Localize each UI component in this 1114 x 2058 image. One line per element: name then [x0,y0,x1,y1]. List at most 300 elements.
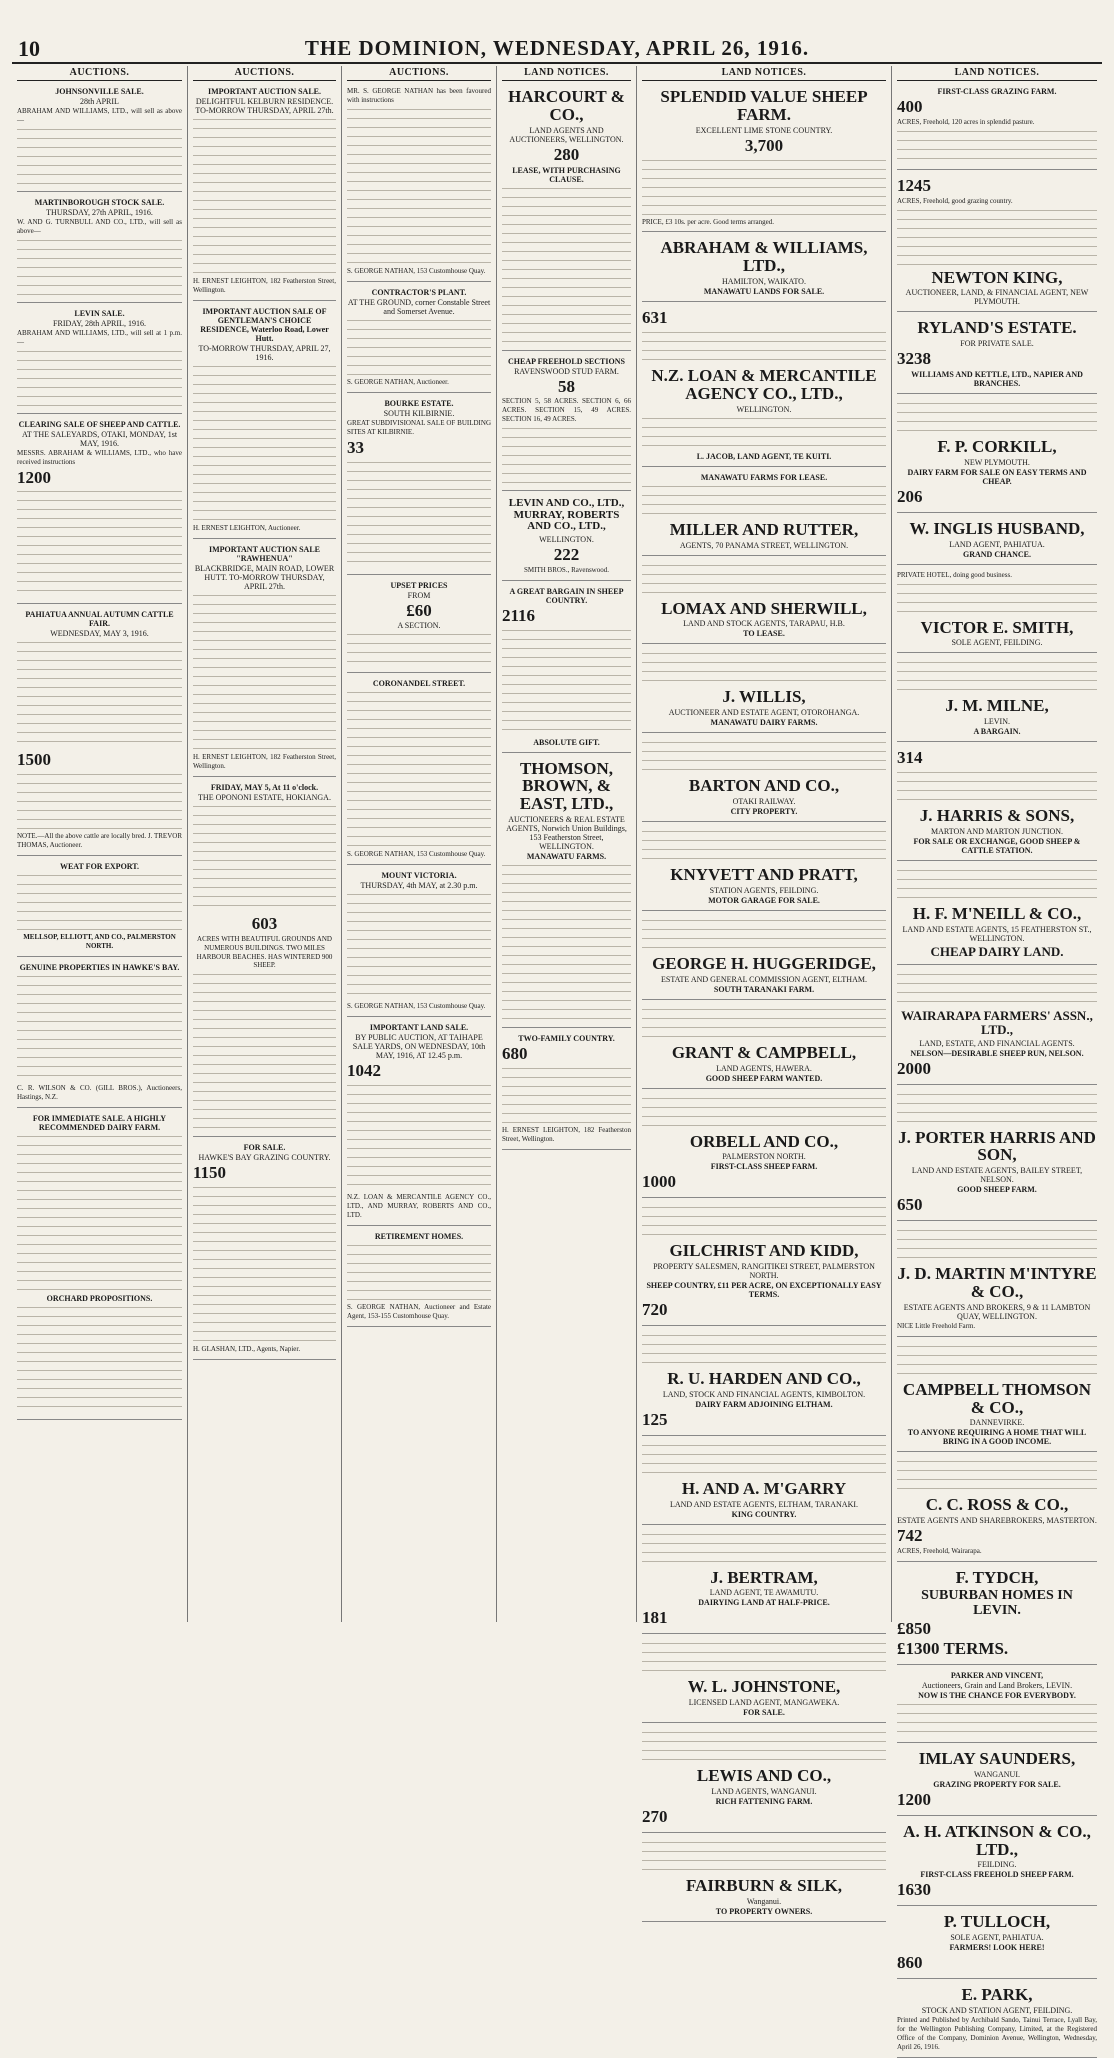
ad-text: ABRAHAM AND WILLIAMS, LTD., will sell as above— [17,107,182,124]
ad-heading: BOURKE ESTATE. [384,398,454,408]
ad-subtitle: 28th APRIL [80,97,119,106]
imprint: Printed and Published by Archibald Sando, Tainui Terrace, Lyall Bay, for the Wellington Publishing Company, Limited, at the Registered Office of the Company, Dominion Avenue, Wellington, Wednesday, April 26, 1916. [897,2015,1097,2051]
ad-subtitle: RAVENSWOOD STUD FARM. [514,366,619,376]
ad-subtitle: AGENTS, 70 PANAMA STREET, WELLINGTON. [679,540,849,550]
ad-subtitle: LICENSED LAND AGENT, MANGAWEKA. [688,1698,840,1708]
ad-harden [642,1329,886,1436]
ad-text: GRAZING PROPERTY FOR SALE. [933,1779,1061,1789]
ad-text: KING COUNTRY. [731,1509,797,1519]
ad-text: S. GEORGE NATHAN, Auctioneer. [347,377,449,386]
ad-heading: MOUNT VICTORIA. [381,871,457,881]
ad-body-lines [897,971,1097,1007]
ad-heading: PAHIATUA ANNUAL AUTUMN CATTLE FAIR. [25,610,174,629]
ad-body-lines [642,562,886,598]
ad-big-figure: 680 [502,1044,528,1064]
ad-lewis [642,1726,886,1833]
ad-heading: GENUINE PROPERTIES IN HAWKE'S BAY. [19,963,180,973]
ad-text: H. ERNEST LEIGHTON, 182 Featherston Street, Wellington. [193,277,336,294]
ad-text: A BARGAIN. [973,727,1021,737]
ad-text: CHEAP DAIRY LAND. [930,943,1064,959]
ad-big-figure: 400 [897,97,923,116]
ad-heading: GEORGE H. HUGGERIDGE, [652,953,876,973]
ad-big-figure: 3238 [897,349,931,369]
ad-body-lines [897,659,1097,695]
ad-subtitle: Auctioneers, Grain and Land Brokers, LEVIN. [921,1681,1073,1690]
ad-text: PRICE, £3 10s. per acre. Good terms arranged. [642,217,774,226]
ad-big-figure: 1630 [897,1880,931,1900]
ad-text: ACRES, Freehold, Wairarapa. [897,1547,982,1556]
ad-text: ACRES, Freehold, good grazing country. [897,196,1013,205]
ad-heading: R. U. HARDEN AND CO., [667,1368,861,1388]
ad-heading: H. AND A. M'GARRY [681,1478,847,1498]
ad-milne [897,656,1097,742]
ad-heading: H. F. M'NEILL & CO., [912,903,1082,923]
ad-fairburn-silk [642,1836,886,1922]
ad-subtitle: BY PUBLIC AUCTION, AT TAIHAPE SALE YARDS, ON WEDNESDAY, 10th MAY, 1916, AT 12.45 p.m. [352,1033,486,1061]
ad-contractors-plant [347,285,491,393]
ad-j-willis [642,647,886,733]
ad-text: NOW IS THE CHANCE FOR EVERYBODY. [918,1691,1076,1700]
ad-text: LEASE, WITH PURCHASING CLAUSE. [512,165,621,184]
ad-body-lines [897,769,1097,805]
ad-text: GOOD SHEEP FARM WANTED. [705,1073,823,1083]
ad-subtitle: STOCK AND STATION AGENT, FEILDING. [921,2005,1073,2015]
column-header: AUCTIONS. [347,66,491,81]
ad-big-figure: 1200 [17,467,51,487]
ad-heading: C. C. ROSS & CO., [925,1495,1069,1515]
ad-body-lines [17,126,182,186]
ad-wheat-export [17,859,182,957]
ad-body-lines [193,1184,336,1344]
column-header: LAND NOTICES. [897,66,1097,81]
ad-body-lines [17,1304,182,1414]
ad-text: DAIRY FARM FOR SALE ON EASY TERMS AND CHEAP. [907,467,1087,486]
ad-text: FIRST-CLASS SHEEP FARM. [710,1162,818,1172]
ad-tydch [897,1565,1097,1665]
ad-dairy-farm [17,1111,182,1420]
ad-heading: IMPORTANT AUCTION SALE. [208,87,321,96]
ad-text: C. R. WILSON & CO. (GILL BROS.), Auctioneers, Hastings, N.Z. [17,1084,182,1102]
ad-subtitle: DELIGHTFUL KELBURN RESIDENCE. TO-MORROW THURSDAY, APRIL 27th. [195,97,334,115]
ad-text: TO ANYONE REQUIRING A HOME THAT WILL BRING IN A GOOD INCOME. [907,1428,1087,1447]
ad-johnsonville-sale [17,84,182,192]
ad-text: H. ERNEST LEIGHTON, 182 Featherston Street, Wellington. [502,1125,631,1143]
ad-big-figure: 1500 [17,750,51,770]
ad-nz-loan [642,305,886,467]
ad-body-lines [897,128,1097,164]
ad-text: S. GEORGE NATHAN, 153 Customhouse Quay. [347,266,486,275]
ad-body-lines [642,1095,886,1131]
ad-heading: ORBELL AND CO., [689,1131,839,1151]
ad-text: £1300 TERMS. [897,1639,1009,1659]
ad-text: SOUTH TARANAKI FARM. [713,984,815,994]
ad-subtitle: BLACKBRIDGE, MAIN ROAD, LOWER HUTT. TO-MORROW THURSDAY, APRIL 27th. [194,563,335,591]
ad-levin-sale [17,306,182,414]
ad-heading: N.Z. LOAN & MERCANTILE AGENCY CO., LTD., [651,366,877,403]
ad-cheap-freehold-sections [502,354,631,492]
ad-subtitle: SOUTH KILBIRNIE. [383,408,455,418]
ad-subtitle: WEDNESDAY, MAY 3, 1916. [50,629,149,639]
ad-subtitle: AT THE GROUND, corner Constable Street and Somerset Avenue. [347,297,491,316]
ad-subtitle: TO-MORROW THURSDAY, APRIL 27, 1916. [198,343,331,362]
ad-heading: CONTRACTOR'S PLANT. [371,287,467,297]
ad-body-lines [897,1701,1097,1737]
ad-body-lines [347,1082,491,1192]
ad-text: NICE Little Freehold Farm. [897,1321,976,1330]
ad-body-lines [193,363,336,523]
ad-subtitle: Wanganui. [746,1896,782,1906]
ad-subtitle: WANGANUI. [974,1769,1020,1779]
ad-body-lines [642,329,886,365]
ad-heading: CLEARING SALE OF SHEEP AND CATTLE. [18,419,181,429]
column-header: AUCTIONS. [193,66,336,81]
ad-subtitle: THE OPONONI ESTATE, HOKIANGA. [198,792,331,802]
ad-text: A SECTION. [397,621,441,631]
ad-heading: SPLENDID VALUE SHEEP FARM. [660,87,868,124]
ad-big-figure: 33 [347,437,364,457]
ad-text: DAIRY FARM ADJOINING ELTHAM. [695,1399,833,1409]
ad-heading: J. BERTRAM, [710,1567,818,1587]
ad-text: H. ERNEST LEIGHTON, Auctioneer. [193,523,301,532]
ad-heading: CAMPBELL THOMSON & CO., [902,1379,1092,1417]
ad-body-lines [642,1442,886,1478]
ad-big-figure: 125 [642,1409,668,1429]
ad-body-lines [642,1640,886,1676]
ad-mneill [897,864,1097,965]
ad-body-lines [193,971,336,1131]
ad-knyvett-pratt [642,825,886,911]
ad-subtitle: LAND AGENTS, WANGANUI. [711,1786,817,1796]
ad-grant-campbell [642,1003,886,1089]
ad-text: MANAWATU LANDS FOR SALE. [703,287,825,297]
ad-heading: FIRST-CLASS GRAZING FARM. [937,87,1057,96]
ad-heading: F. TYDCH, [955,1568,1039,1588]
ad-text: FARMERS! LOOK HERE! [949,1943,1045,1953]
ad-body-lines [642,1729,886,1765]
ad-big-figure: 3,700 [744,135,784,155]
ad-body-lines [897,207,1097,267]
ad-body-lines [642,1839,886,1875]
ad-subtitle: LAND AGENTS AND AUCTIONEERS, WELLINGTON. [509,125,624,144]
ad-big-figure: 650 [897,1195,923,1215]
ad-body-lines [347,891,491,1001]
ad-text: CITY PROPERTY. [730,807,798,817]
ad-big-figure: 58 [558,376,575,396]
ad-subtitle: AUCTIONEER AND ESTATE AGENT, OTOROHANGA. [668,708,860,718]
ad-big-figure: 1200 [897,1789,931,1809]
ad-heading: J. PORTER HARRIS AND SON, [898,1127,1096,1165]
ad-johnstone [642,1637,886,1723]
ad-subtitle: PROPERTY SALESMEN, RANGITIKEI STREET, PALMERSTON NORTH. [653,1262,875,1281]
ad-body-lines [642,650,886,686]
ad-subtitle: MR. S. GEORGE NATHAN has been favoured with instructions [347,87,491,104]
ad-heading: IMPORTANT LAND SALE. [369,1023,469,1033]
ad-heading: LOMAX AND SHERWILL, [661,598,867,618]
ad-wairarapa-farmers [897,968,1097,1084]
ad-heading: J. D. MARTIN M'INTYRE & CO., [897,1264,1097,1301]
ad-coromandel-street [347,676,491,865]
ad-text: H. ERNEST LEIGHTON, 182 Featherston Street, Wellington. [193,752,336,770]
ad-heading: FRIDAY, MAY 5, At 11 o'clock. [210,782,319,792]
ad-heading: J. WILLIS, [722,687,806,707]
ad-body-lines [897,400,1097,436]
ad-subtitle: LAND, ESTATE, AND FINANCIAL AGENTS. [919,1038,1075,1048]
ad-heading: GRANT & CAMPBELL, [671,1042,857,1062]
ad-text: H. GLASHAN, LTD., Agents, Napier. [193,1345,301,1354]
ad-subtitle: SOLE AGENT, PAHIATUA. [950,1933,1044,1943]
ad-bertram [642,1528,886,1635]
ad-martinborough-stock-sale [17,195,182,303]
ad-subtitle: LAND AND ESTATE AGENTS, ELTHAM, TARANAKI. [669,1499,859,1509]
ad-imlay-saunders [897,1746,1097,1816]
ad-mount-victoria [347,868,491,1017]
ad-subtitle: STATION AGENTS, FEILDING. [709,885,819,895]
ad-body-lines [193,116,336,276]
ad-body-lines [17,872,182,932]
ad-heading: NEWTON KING, [931,267,1063,287]
ad-heading: GILCHRIST AND KIDD, [669,1241,859,1261]
ad-big-figure: £60 [406,600,432,620]
ad-text: TO PROPERTY OWNERS. [715,1906,813,1916]
ad-body-lines [642,1531,886,1567]
ad-text: FOR SALE. [743,1708,785,1718]
ad-text: ABRAHAM AND WILLIAMS, LTD., will sell at 1 p.m.— [17,328,182,346]
ad-subtitle: DANNEVIRKE. [969,1418,1025,1428]
column-land-notices-1 [497,66,637,1622]
ad-heading: RYLAND'S ESTATE. [917,318,1077,338]
ad-campbell-thomson [897,1340,1097,1453]
ad-grazing-farm [897,84,1097,170]
ad-heading: A GREAT BARGAIN IN SHEEP COUNTRY. [509,586,624,605]
ad-body-lines [193,592,336,752]
newspaper-title: THE DOMINION, WEDNESDAY, APRIL 26, 1916. [304,36,810,60]
ad-subtitle: LAND, STOCK AND FINANCIAL AGENTS, KIMBOLTON. [662,1389,866,1399]
ad-subtitle: WELLINGTON. [736,404,792,414]
ad-huggeridge [642,914,886,1000]
ad-heading: J. M. MILNE, [945,696,1049,716]
ad-heading: THOMSON, BROWN, & EAST, LTD., [519,758,614,814]
ad-subtitle: AUCTIONEER, LAND, & FINANCIAL AGENT, NEW PLYMOUTH. [905,288,1089,307]
ad-heading: CHEAP FREEHOLD SECTIONS [508,356,625,366]
ad-big-figure: 603 [251,913,278,933]
ad-body-lines [897,1458,1097,1494]
column-auctions-1 [12,66,188,1622]
ad-levin-murray-roberts [502,494,631,580]
ad-body-lines [642,483,886,519]
ad-victor-smith [897,568,1097,654]
ad-retirement-homes [347,1229,491,1327]
ad-subtitle: LAND AGENTS, HAWERA. [716,1063,812,1073]
ad-text: ORCHARD PROPOSITIONS. [46,1294,153,1304]
ad-subtitle: LAND AGENT, PAHIATUA. [949,539,1045,549]
ad-subtitle: HAMILTON, WAIKATO. [722,277,806,287]
column-header: AUCTIONS. [17,66,182,81]
ad-text: S. GEORGE NATHAN, 153 Customhouse Quay. [347,1002,486,1011]
ad-text: RICH FATTENING FARM. [715,1796,813,1806]
masthead [12,34,1102,64]
ad-big-figure: 222 [553,544,580,564]
ad-heading: J. HARRIS & SONS, [919,806,1075,826]
ad-big-figure: 1245 [897,175,931,195]
ad-heading: JOHNSONVILLE SALE. [55,87,144,96]
ad-text: NOTE.—All the above cattle are locally bred. J. TREVOR THOMAS, Auctioneer. [17,832,182,850]
ad-big-figure: 1042 [347,1061,381,1081]
ad-heading: LEVIN SALE. [74,308,125,318]
ad-body-lines [347,1242,491,1302]
ad-text: MOTOR GARAGE FOR SALE. [708,895,820,905]
ad-body-lines [17,639,182,749]
ad-text: S. GEORGE NATHAN, 153 Customhouse Quay. [347,850,486,859]
ad-orbell [642,1092,886,1199]
ad-heading: FAIRBURN & SILK, [685,1875,842,1895]
ad-subtitle: WELLINGTON. [539,534,594,544]
ad-big-figure: 742 [897,1526,923,1546]
ad-heading: W. INGLIS HUSBAND, [909,518,1085,538]
ad-big-figure: 1000 [642,1172,676,1192]
ad-heading: FOR SALE. [243,1143,286,1153]
ad-lower-hutt-residence [193,304,336,539]
ad-body-lines [17,237,182,297]
ad-body-lines [347,631,491,667]
ad-heading: MARTINBOROUGH STOCK SALE. [34,197,165,207]
ad-body-lines [17,348,182,408]
ad-heading: IMPORTANT AUCTION SALE OF GENTLEMAN'S CHOICE RESIDENCE, Waterloo Road, Lower Hutt. [200,306,329,343]
ad-subtitle: SUBURBAN HOMES IN LEVIN. [921,1587,1073,1618]
ad-subtitle: OTAKI RAILWAY. [732,797,796,807]
ad-e-park [897,1982,1097,2058]
ad-sheep-country-bargain [502,584,631,753]
ad-big-figure: 2000 [897,1058,931,1078]
ad-heading: A. H. ATKINSON & CO., LTD., [903,1821,1091,1859]
ad-subtitle: ESTATE AGENTS AND SHAREBROKERS, MASTERTON. [897,1516,1097,1526]
ad-body-lines [897,1227,1097,1263]
ad-text: ABSOLUTE GIFT. [533,737,600,747]
ad-heading: IMPORTANT AUCTION SALE "RAWHENUA" [209,544,320,563]
columns-container [12,66,1102,2051]
ad-barton [642,736,886,822]
ad-heading: WAIRARAPA FARMERS' ASSN., LTD., [901,1008,1093,1038]
ad-body-lines [642,1204,886,1240]
ad-heading: P. TULLOCH, [943,1912,1051,1932]
ad-upset-prices [347,578,491,674]
ad-nathan-properties [347,84,491,282]
ad-big-figure: 1150 [193,1163,227,1183]
ad-heading: F. P. CORKILL, [937,437,1057,457]
ad-text: DAIRYING LAND AT HALF-PRICE. [698,1598,830,1608]
ad-body-lines [502,425,631,485]
ad-text: FOR SALE OR EXCHANGE, GOOD SHEEP & CATTLE STATION. [913,836,1081,855]
ad-taihape-land-sale [347,1020,491,1226]
ad-heading: PARKER AND VINCENT, [950,1671,1044,1680]
ad-text: MELLSOP, ELLIOTT, AND CO., PALMERSTON NORTH. [23,933,176,951]
ad-big-figure: £850 [897,1619,931,1639]
ad-heading: HARCOURT & CO., [508,87,625,124]
ad-kelburn-residence [193,84,336,301]
ad-text: WILLIAMS AND KETTLE, LTD., NAPIER AND BRANCHES. [911,370,1083,389]
ad-mgarry [642,1439,886,1525]
ad-gilchrist-kidd [642,1201,886,1326]
ad-subtitle: NEW PLYMOUTH. [964,457,1030,467]
ad-body-lines [193,803,336,913]
column-land-notices-3 [892,66,1102,2051]
ad-text: MANAWATU FARMS FOR LEASE. [700,472,828,482]
ad-ross [897,1455,1097,1562]
ad-subtitle: AUCTIONEERS & REAL ESTATE AGENTS, Norwich Union Buildings, 153 Featherston Street, WELLINGTON. [506,815,627,852]
ad-body-lines [642,157,886,217]
ad-body-lines [502,862,631,1022]
ad-big-figure: 270 [642,1806,668,1826]
ad-text: W. AND G. TURNBULL AND CO., LTD., will sell as above— [17,217,182,235]
column-header: LAND NOTICES. [502,66,631,81]
ad-hawkes-bay-properties [17,960,182,1108]
ad-subtitle: ESTATE AGENTS AND BROKERS, 9 & 11 LAMBTON QUAY, WELLINGTON. [903,1302,1091,1321]
ad-otaki-clearing-sale [17,417,182,605]
ad-text: PRIVATE HOTEL, doing good business. [897,570,1012,579]
ad-body-lines [897,581,1097,617]
ad-text: MESSRS. ABRAHAM & WILLIAMS, LTD., who have received instructions [17,448,182,466]
ad-text: MANAWATU FARMS. [526,852,607,862]
page-number: 10 [18,36,40,61]
ad-two-family-country [502,1031,631,1150]
ad-heading: KNYVETT AND PRATT, [670,865,858,885]
ad-subtitle: LAND AGENT, TE AWAMUTU. [709,1588,819,1598]
ad-heading: UPSET PRICES [390,580,448,590]
ad-subtitle: PALMERSTON NORTH. [722,1152,806,1162]
ad-bourke-estate [347,396,491,575]
ad-harcourt [502,84,631,351]
ad-text: FIRST-CLASS FREEHOLD SHEEP FARM. [920,1870,1074,1880]
ad-text: SHEEP COUNTRY, £11 PER ACRE, ON EXCEPTIONALLY EASY TERMS. [646,1281,882,1300]
ad-subtitle: FRIDAY, 28th APRIL, 1916. [53,318,146,328]
column-auctions-2 [188,66,342,1622]
ad-martin-mintyre [897,1224,1097,1337]
ad-text: GRAND CHANCE. [963,549,1031,559]
ad-heading: TWO-FAMILY COUNTRY. [518,1034,615,1044]
ad-subtitle: LAND AND ESTATE AGENTS, BAILEY STREET, NELSON. [911,1166,1083,1185]
ad-heading: ABRAHAM & WILLIAMS, LTD., [660,238,868,276]
ad-subtitle: THURSDAY, 4th MAY, at 2.30 p.m. [360,881,478,891]
ad-lomax-sherwill [642,559,886,645]
ad-heading: E. PARK, [961,1984,1033,2004]
ad-big-figure: 860 [897,1953,923,1973]
ad-inglis-husband [897,516,1097,565]
ad-body-lines [897,1091,1097,1127]
ad-big-figure: 2116 [502,605,536,625]
ad-heading: MILLER AND RUTTER, [669,519,859,539]
ad-big-figure: 206 [897,486,923,506]
ad-big-figure: 280 [553,144,580,164]
ad-heading: IMLAY SAUNDERS, [918,1749,1076,1768]
ad-subtitle: EXCELLENT LIME STONE COUNTRY. [695,125,833,135]
ad-text: L. JACOB, LAND AGENT, TE KUITI. [696,451,832,461]
ad-body-lines [17,771,182,831]
ad-body-lines [17,1133,182,1293]
ad-miller-rutter [642,470,886,556]
ad-parker-vincent [897,1668,1097,1743]
ad-heading: FOR IMMEDIATE SALE. A HIGHLY RECOMMENDED DAIRY FARM. [32,1114,167,1133]
ad-subtitle: MARTON AND MARTON JUNCTION. [930,826,1064,836]
ad-text: MANAWATU DAIRY FARMS. [710,718,818,728]
column-auctions-3 [342,66,497,1622]
ad-body-lines [642,1332,886,1368]
ad-body-lines [347,317,491,377]
ad-body-lines [502,185,631,345]
ad-text: S. GEORGE NATHAN, Auctioneer and Estate Agent, 153-155 Customhouse Quay. [347,1303,491,1320]
ad-big-figure: 181 [642,1608,668,1628]
ad-text: ACRES, Freehold, 120 acres in splendid pasture. [897,117,1035,126]
ad-subtitle: AT THE SALEYARDS, OTAKI, MONDAY, 1st MAY, 1916. [21,429,178,448]
ad-heading: VICTOR E. SMITH, [920,617,1074,637]
